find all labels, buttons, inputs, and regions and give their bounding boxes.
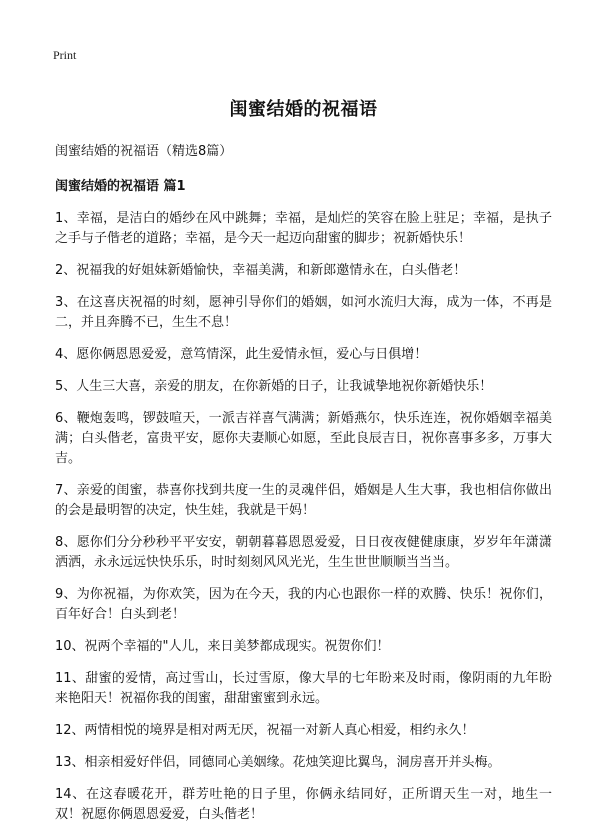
list-item: 8、愿你们分分秒秒平平安安，朝朝暮暮恩恩爱爱，日日夜夜健健康康，岁岁年年潇潇洒洒，永永远远快快乐乐，时时刻刻风风光光，生生世世顺顺当当当。 [55, 535, 552, 570]
list-item: 6、鞭炮轰鸣，锣鼓喧天，一派吉祥喜气满满；新婚燕尔，快乐连连，祝你婚姻幸福美满；白头偕老，富贵平安，愿你夫妻顺心如愿，至此良辰吉日，祝你喜事多多，万事大吉。 [55, 411, 552, 466]
list-item: 7、亲爱的闺蜜，恭喜你找到共度一生的灵魂伴侣，婚姻是人生大事，我也相信你做出的会是最明智的决定，快生娃，我就是干妈！ [55, 483, 552, 518]
print-link[interactable]: Print [53, 48, 77, 62]
blessing-list [55, 209, 552, 825]
list-item: 11、甜蜜的爱情，高过雪山，长过雪原，像大旱的七年盼来及时雨，像阴雨的九年盼来艳阳天！祝福你我的闺蜜，甜甜蜜蜜到永远。 [55, 671, 552, 706]
list-item: 2、祝福我的好姐妹新婚愉快，幸福美满，和新郎邀情永在，白头偕老！ [55, 263, 467, 278]
page-title: 闺蜜结婚的祝福语 [229, 99, 378, 120]
document-subtitle: 闺蜜结婚的祝福语（精选8篇） [55, 144, 233, 159]
list-item: 1、幸福，是洁白的婚纱在风中跳舞；幸福，是灿烂的笑容在脸上驻足；幸福，是执子之手与子偕老的道路；幸福，是今天一起迈向甜蜜的脚步；祝新婚快乐！ [55, 211, 552, 246]
list-item: 12、两情相悦的境界是相对两无厌，祝福一对新人真心相爱，相约永久！ [55, 723, 475, 738]
list-item: 5、人生三大喜，亲爱的朋友，在你新婚的日子，让我诚挚地祝你新婚快乐！ [55, 379, 493, 394]
list-item: 13、相亲相爱好伴侣，同德同心美姻缘。花烛笑迎比翼鸟，洞房喜开并头梅。 [55, 755, 501, 770]
list-item: 10、祝两个幸福的"人儿，来日美梦都成现实。祝贺你们！ [55, 639, 390, 654]
list-item: 9、为你祝福，为你欢笑，因为在今天，我的内心也跟你一样的欢腾、快乐！祝你们，百年好合！白头到老！ [55, 587, 552, 622]
list-item: 4、愿你俩恩恩爱爱，意笃情深，此生爱情永恒，爱心与日俱增！ [55, 347, 428, 362]
section-heading: 闺蜜结婚的祝福语 篇1 [55, 179, 186, 194]
list-item: 14、在这春暖花开，群芳吐艳的日子里，你俩永结同好，正所谓天生一对，地生一双！祝愿你俩恩恩爱爱，白头偕老！ [55, 787, 552, 822]
list-item: 3、在这喜庆祝福的时刻，愿神引导你们的婚姻，如河水流归大海，成为一体，不再是二，并且奔腾不已，生生不息！ [55, 295, 552, 330]
